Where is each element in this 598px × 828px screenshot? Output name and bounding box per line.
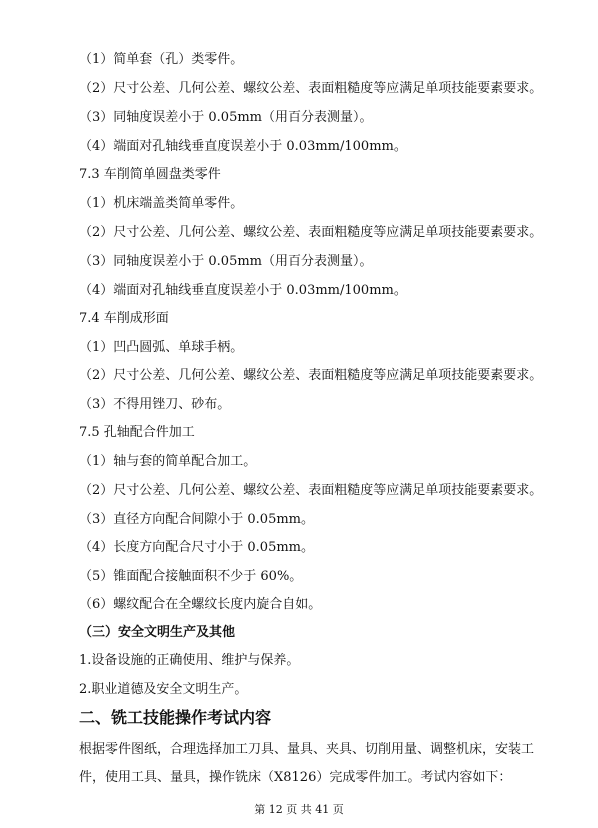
item-line: （1）机床端盖类简单零件。: [79, 196, 244, 211]
item-line: （1）简单套（孔）类零件。: [79, 52, 244, 67]
item-line: （4）端面对孔轴线垂直度误差小于 0.03mm/100mm。: [79, 139, 407, 154]
paragraph-text: 根据零件图纸，合理选择加工刀具、量具、夹具、切削用量、调整机床，安装工件，使用工具、量具，操作铣床（X8126）完成零件加工。考试内容如下：: [79, 742, 535, 785]
subsection-heading: 7.5 孔轴配合件加工: [79, 425, 195, 440]
item-line: （1）凹凸圆弧、单球手柄。: [79, 340, 244, 355]
item-line: （2）尺寸公差、几何公差、螺纹公差、表面粗糙度等应满足单项技能要素要求。: [79, 81, 543, 96]
item-line: （3）同轴度误差小于 0.05mm（用百分表测量）。: [79, 254, 373, 269]
section-subheading: （三）安全文明生产及其他: [79, 625, 236, 640]
item-line: （3）不得用锉刀、砂布。: [79, 397, 231, 412]
item-line: （4）长度方向配合尺寸小于 0.05mm。: [79, 540, 315, 555]
item-line: （1）轴与套的简单配合加工。: [79, 454, 257, 469]
item-line: （6）螺纹配合在全螺纹长度内旋合自如。: [79, 597, 322, 612]
item-line: 1.设备设施的正确使用、维护与保养。: [79, 653, 300, 668]
item-line: （5）锥面配合接触面积不少于 60%。: [79, 569, 303, 584]
section-heading: 二、铣工技能操作考试内容: [79, 708, 272, 727]
item-line: （3）直径方向配合间隙小于 0.05mm。: [79, 512, 315, 527]
subsection-heading: 7.3 车削简单圆盘类零件: [79, 167, 221, 182]
item-line: （2）尺寸公差、几何公差、螺纹公差、表面粗糙度等应满足单项技能要素要求。: [79, 225, 543, 240]
item-line: （2）尺寸公差、几何公差、螺纹公差、表面粗糙度等应满足单项技能要素要求。: [79, 368, 543, 383]
item-line: （2）尺寸公差、几何公差、螺纹公差、表面粗糙度等应满足单项技能要素要求。: [79, 483, 543, 498]
item-line: （4）端面对孔轴线垂直度误差小于 0.03mm/100mm。: [79, 283, 407, 298]
intro-paragraph: [79, 736, 549, 792]
subsection-heading: 7.4 车削成形面: [79, 311, 169, 326]
item-line: 2.职业道德及安全文明生产。: [79, 682, 248, 697]
item-line: （3）同轴度误差小于 0.05mm（用百分表测量）。: [79, 110, 373, 125]
page-footer: 第 12 页 共 41 页: [254, 803, 344, 816]
